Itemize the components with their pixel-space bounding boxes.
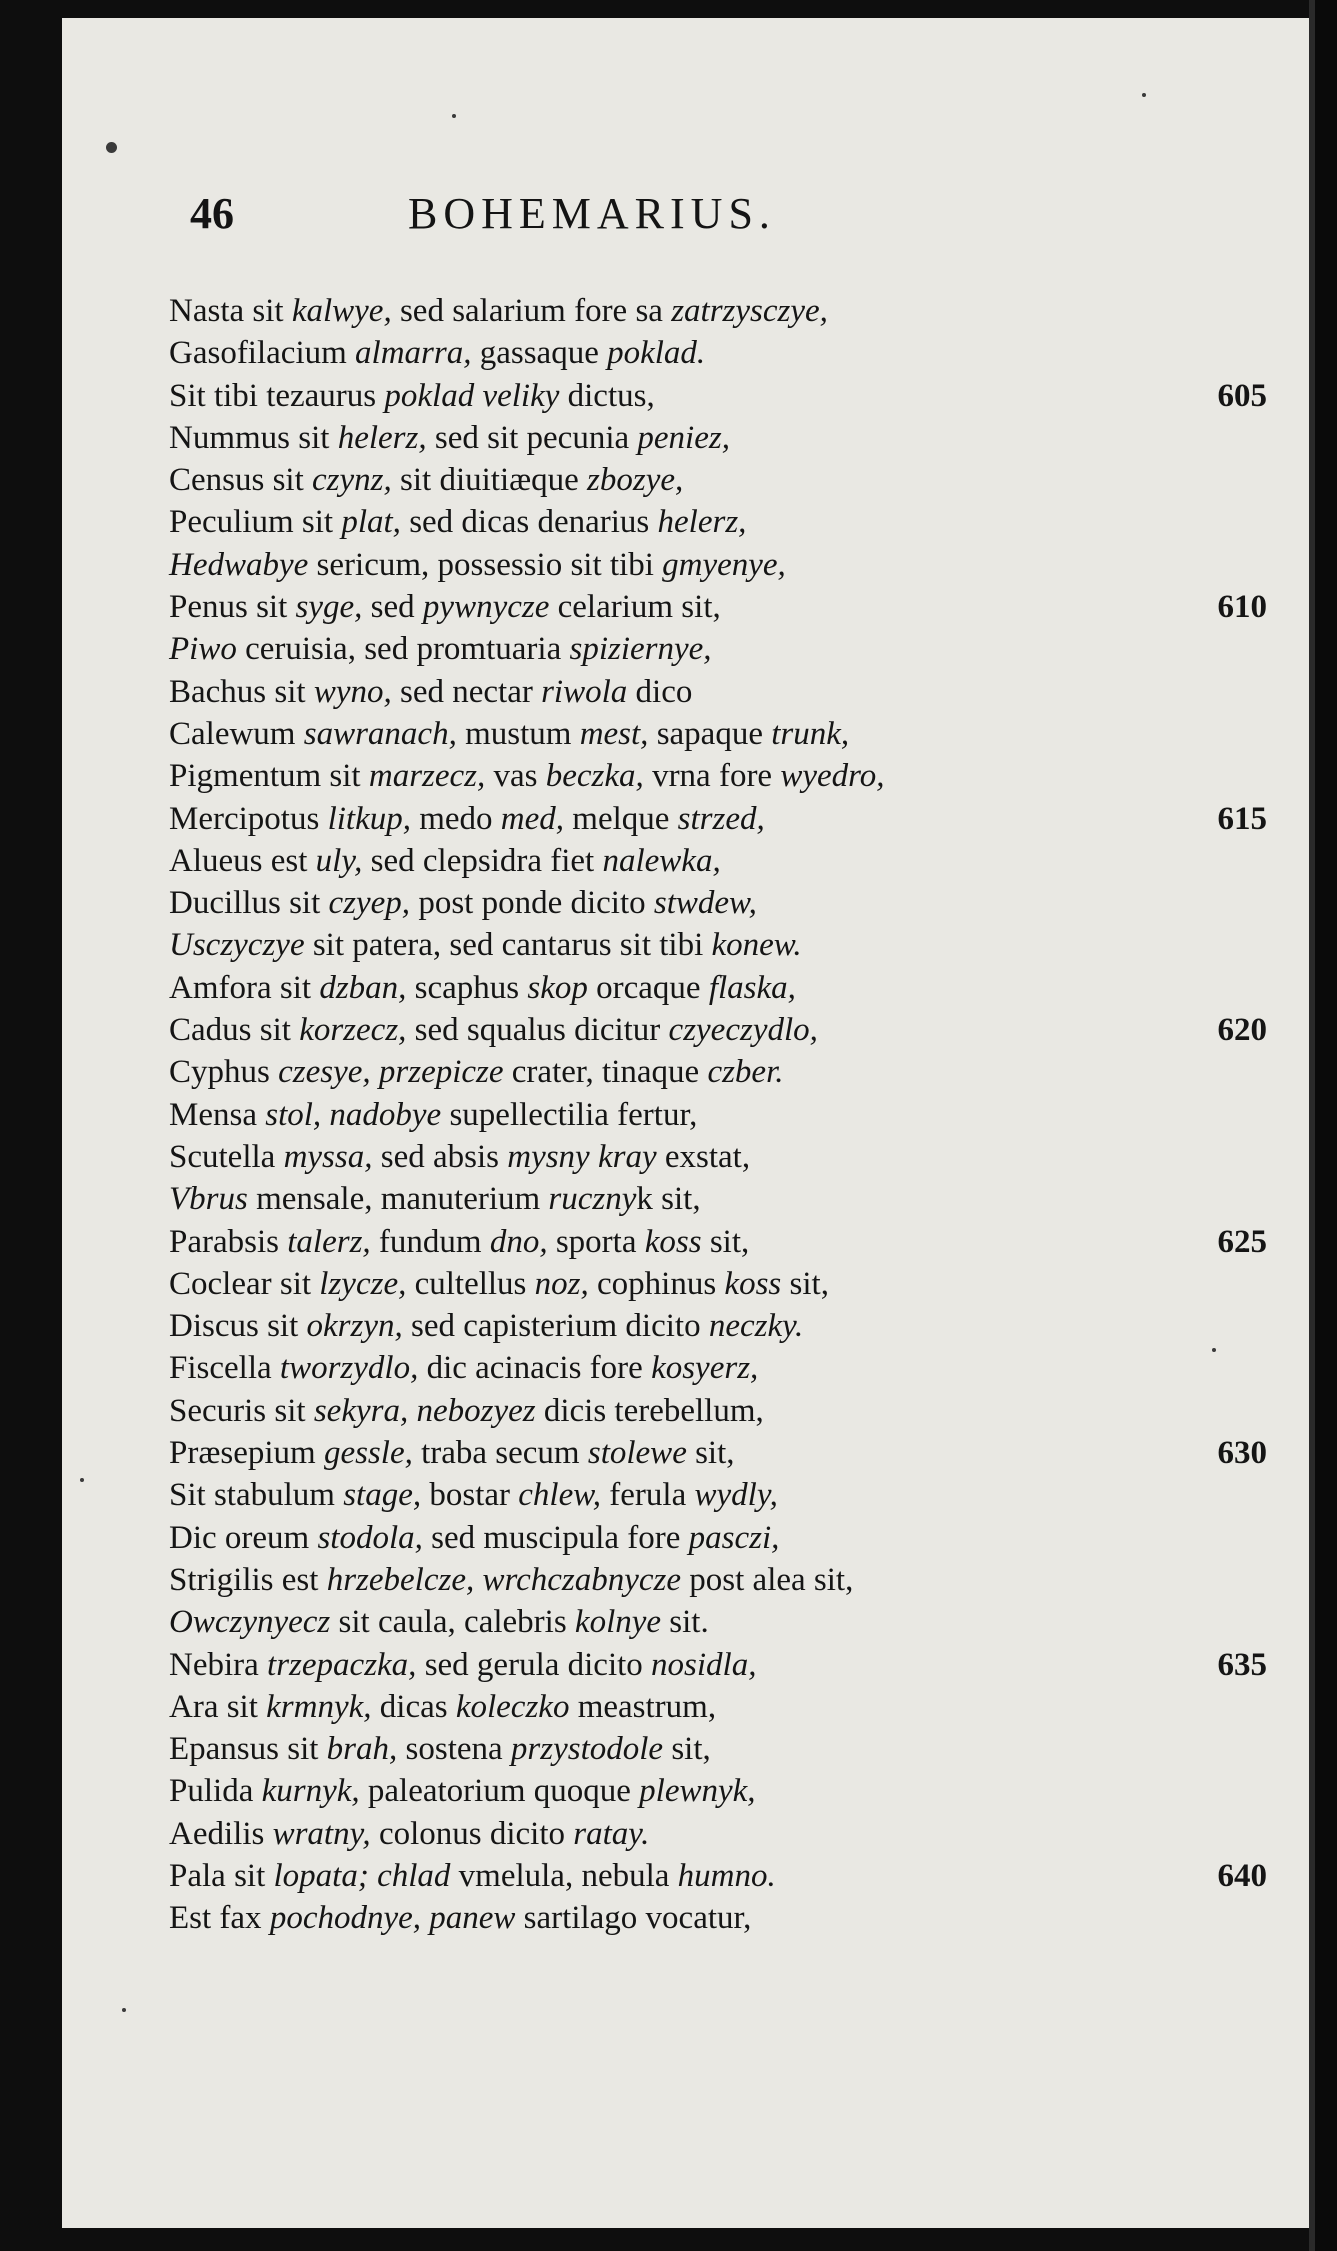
verse-text xyxy=(169,544,786,586)
vernacular-term: mest, xyxy=(579,715,649,752)
verse-text xyxy=(169,1813,649,1855)
line-number: 635 xyxy=(1217,1646,1267,1683)
latin-text: gassaque xyxy=(471,335,608,372)
verse-text xyxy=(169,1263,829,1305)
latin-text: Pigmentum sit xyxy=(169,758,369,795)
verse-line xyxy=(169,1136,1267,1178)
vernacular-term: stwdew, xyxy=(653,885,757,922)
latin-text: paleatorium quoque xyxy=(359,1773,640,1810)
latin-text: orcaque xyxy=(587,969,709,1006)
verse-text xyxy=(169,1009,818,1051)
latin-text: supellectilia fertur, xyxy=(441,1096,698,1133)
latin-text: post ponde dicito xyxy=(410,885,654,922)
latin-text: Cadus sit xyxy=(169,1012,300,1049)
vernacular-term: czesye, przepicze xyxy=(278,1054,504,1091)
verse-line xyxy=(169,1728,1267,1770)
vernacular-term: czber. xyxy=(707,1054,784,1091)
latin-text: post alea sit, xyxy=(681,1561,854,1598)
verse-line xyxy=(169,1305,1267,1347)
book-page xyxy=(62,18,1320,2228)
vernacular-term: kalwye, xyxy=(291,293,392,329)
latin-text: sit. xyxy=(661,1604,709,1641)
verse-line xyxy=(169,1770,1267,1812)
latin-text: dic acinacis fore xyxy=(418,1350,652,1387)
latin-text: ceruisia, sed promtuaria xyxy=(236,631,570,668)
vernacular-term: koss xyxy=(644,1223,702,1260)
latin-text: sed nectar xyxy=(391,673,542,710)
vernacular-term: gmyenye, xyxy=(662,546,786,583)
latin-text: medo xyxy=(410,800,501,837)
verse-line xyxy=(169,1517,1267,1559)
verse-text xyxy=(169,1770,756,1812)
vernacular-term: ruczny xyxy=(548,1181,637,1218)
vernacular-term: sekyra, nebozyez xyxy=(313,1392,536,1429)
verse-line xyxy=(169,882,1267,924)
verse-text xyxy=(169,1559,853,1601)
vernacular-term: pywnycze xyxy=(422,589,550,626)
latin-text: Est fax xyxy=(169,1900,270,1937)
vernacular-term: konew. xyxy=(711,927,802,964)
vernacular-term: almarra, xyxy=(355,335,472,372)
verse-text xyxy=(169,1686,716,1728)
verse-line xyxy=(169,1601,1267,1643)
verse-text xyxy=(169,1855,776,1897)
latin-text: sed capisterium dicito xyxy=(402,1308,709,1345)
latin-text: Penus sit xyxy=(169,589,296,626)
line-number: 605 xyxy=(1217,377,1267,414)
verse-line xyxy=(169,1094,1267,1136)
verse-text xyxy=(169,755,885,797)
ink-speck xyxy=(1142,93,1146,97)
vernacular-term: Owczynyecz xyxy=(169,1604,331,1641)
latin-text: fundum xyxy=(370,1223,490,1260)
verse-text xyxy=(169,1517,779,1559)
latin-text: sed absis xyxy=(372,1138,508,1175)
verse-block xyxy=(169,290,1267,1940)
verse-line xyxy=(169,967,1267,1009)
latin-text: sit diuitiæque xyxy=(391,462,588,499)
latin-text: dico xyxy=(627,673,693,710)
vernacular-term: czyep, xyxy=(328,885,411,922)
verse-text xyxy=(169,1094,697,1136)
verse-text xyxy=(169,882,757,924)
vernacular-term: humno. xyxy=(677,1857,776,1894)
latin-text: vmelula, nebula xyxy=(450,1857,678,1894)
latin-text: Fiscella xyxy=(169,1350,280,1387)
vernacular-term: trunk, xyxy=(771,715,850,752)
latin-text: Discus sit xyxy=(169,1308,307,1345)
latin-text: bostar xyxy=(421,1477,519,1514)
latin-text: Cyphus xyxy=(169,1054,279,1091)
vernacular-term: korzecz, xyxy=(299,1012,407,1049)
verse-text xyxy=(169,501,746,543)
latin-text: Nasta sit xyxy=(169,293,292,329)
vernacular-term: skop xyxy=(527,969,588,1006)
vernacular-term: litkup, xyxy=(327,800,411,837)
vernacular-term: krmnyk, xyxy=(266,1688,372,1725)
verse-line xyxy=(169,375,1267,417)
vernacular-term: helerz, xyxy=(337,419,427,456)
vernacular-term: lzycze, xyxy=(319,1265,407,1302)
verse-line xyxy=(169,332,1267,374)
line-number: 640 xyxy=(1217,1857,1267,1894)
verse-line xyxy=(169,1897,1267,1939)
vernacular-term: mysny kray xyxy=(507,1138,657,1175)
vernacular-term: beczka, xyxy=(545,758,644,795)
verse-line xyxy=(169,1559,1267,1601)
verse-text xyxy=(169,628,712,670)
latin-text: Mensa xyxy=(169,1096,266,1133)
line-number: 630 xyxy=(1217,1435,1267,1472)
latin-text: crater, tinaque xyxy=(503,1054,708,1091)
latin-text: meastrum, xyxy=(569,1688,717,1725)
latin-text: Securis sit xyxy=(169,1392,314,1429)
vernacular-term: koleczko xyxy=(455,1688,570,1725)
latin-text: exstat, xyxy=(656,1138,751,1175)
latin-text: ferula xyxy=(601,1477,695,1514)
vernacular-term: strzed, xyxy=(677,800,765,837)
latin-text: sit caula, calebris xyxy=(330,1604,575,1641)
vernacular-term: dno, xyxy=(489,1223,548,1260)
verse-line xyxy=(169,1644,1267,1686)
latin-text: Pulida xyxy=(169,1773,262,1810)
verse-text xyxy=(169,840,721,882)
vernacular-term: nosidla, xyxy=(651,1646,757,1683)
verse-text xyxy=(169,924,802,966)
verse-text xyxy=(169,1390,764,1432)
vernacular-term: neczky. xyxy=(708,1308,804,1345)
vernacular-term: talerz, xyxy=(287,1223,371,1260)
latin-text: sit, xyxy=(701,1223,750,1260)
verse-line xyxy=(169,1009,1267,1051)
verse-text xyxy=(169,1347,758,1389)
verse-line xyxy=(169,1686,1267,1728)
vernacular-term: gessle, xyxy=(323,1435,413,1472)
vernacular-term: ratay. xyxy=(573,1815,650,1852)
latin-text: Amfora sit xyxy=(169,969,320,1006)
page-header xyxy=(190,188,990,258)
latin-text: Præsepium xyxy=(169,1435,324,1472)
latin-text: Bachus sit xyxy=(169,673,314,710)
vernacular-term: stage, xyxy=(343,1477,422,1514)
vernacular-term: wyedro, xyxy=(780,758,885,795)
latin-text: Scutella xyxy=(169,1138,284,1175)
vernacular-term: stol, nadobye xyxy=(265,1096,442,1133)
latin-text: sed muscipula fore xyxy=(422,1519,689,1556)
verse-line xyxy=(169,713,1267,755)
vernacular-term: hrzebelcze, wrchczabnycze xyxy=(326,1561,682,1598)
vernacular-term: marzecz, xyxy=(368,758,486,795)
vernacular-term: kolnye xyxy=(574,1604,662,1641)
verse-text xyxy=(169,1136,750,1178)
vernacular-term: trzepaczka, xyxy=(267,1646,417,1683)
vernacular-term: myssa, xyxy=(283,1138,373,1175)
verse-line xyxy=(169,586,1267,628)
latin-text: Nebira xyxy=(169,1646,268,1683)
page-number: 46 xyxy=(190,189,234,238)
latin-text: sed sit pecunia xyxy=(426,419,638,456)
verse-text xyxy=(169,1305,803,1347)
latin-text: Census sit xyxy=(169,462,313,499)
latin-text: sed dicas denarius xyxy=(400,504,658,541)
verse-line xyxy=(169,459,1267,501)
vernacular-term: plewnyk, xyxy=(639,1773,756,1810)
latin-text: sit, xyxy=(686,1435,735,1472)
vernacular-term: Vbrus xyxy=(169,1181,248,1218)
vernacular-term: spiziernye, xyxy=(569,631,712,668)
latin-text xyxy=(369,1858,377,1894)
verse-line xyxy=(169,840,1267,882)
line-number: 620 xyxy=(1217,1012,1267,1049)
verse-text xyxy=(169,713,849,755)
latin-text: vrna fore xyxy=(643,758,781,795)
vernacular-term: peniez, xyxy=(637,419,730,456)
latin-text: cophinus xyxy=(588,1265,725,1302)
latin-text: sericum, possessio sit tibi xyxy=(308,546,663,583)
latin-text: Gasofilacium xyxy=(169,335,356,372)
verse-text xyxy=(169,1601,709,1643)
verse-text xyxy=(169,1178,701,1220)
verse-text xyxy=(169,1432,735,1474)
latin-text: Ducillus sit xyxy=(169,885,329,922)
vernacular-term: czyeczydlo, xyxy=(668,1012,818,1049)
verse-text xyxy=(169,1474,778,1516)
latin-text: sartilago vocatur, xyxy=(515,1900,752,1937)
vernacular-term: brah, xyxy=(326,1731,398,1768)
verse-text xyxy=(169,798,765,840)
vernacular-term: zatrzysczye, xyxy=(671,293,828,329)
vernacular-term: plat, xyxy=(341,504,401,541)
vernacular-term: stodola, xyxy=(317,1519,423,1556)
vernacular-term: stolewe xyxy=(587,1435,687,1472)
vernacular-term: dzban, xyxy=(319,969,407,1006)
verse-text xyxy=(169,967,796,1009)
latin-text: sit, xyxy=(663,1731,711,1768)
latin-text: mustum xyxy=(456,715,580,752)
vernacular-term: poklad veliky xyxy=(384,377,560,414)
vernacular-term: tworzydlo, xyxy=(279,1350,419,1387)
vernacular-term: flaska, xyxy=(708,969,796,1006)
verse-line xyxy=(169,417,1267,459)
latin-text: cultellus xyxy=(406,1265,535,1302)
latin-text: sporta xyxy=(547,1223,645,1260)
running-head: BOHEMARIUS. xyxy=(408,189,776,238)
verse-line xyxy=(169,1474,1267,1516)
vernacular-term: wydly, xyxy=(694,1477,778,1514)
latin-text: melque xyxy=(564,800,678,837)
latin-text: dicas xyxy=(371,1688,456,1725)
verse-line xyxy=(169,544,1267,586)
vernacular-term: med, xyxy=(500,800,565,837)
line-number: 610 xyxy=(1217,589,1267,626)
verse-line xyxy=(169,1221,1267,1263)
verse-line xyxy=(169,628,1267,670)
vernacular-term: przystodole xyxy=(510,1731,664,1768)
vernacular-term: pasczi, xyxy=(688,1519,780,1556)
vernacular-term: Piwo xyxy=(169,631,237,668)
latin-text: Parabsis xyxy=(169,1223,288,1260)
vernacular-term: Usczyczye xyxy=(169,927,305,964)
latin-text: Epansus sit xyxy=(169,1731,327,1768)
verse-line xyxy=(169,1432,1267,1474)
latin-text: Coclear sit xyxy=(169,1265,320,1302)
vernacular-term: koss xyxy=(724,1265,782,1302)
latin-text: mensale, manuterium xyxy=(247,1181,549,1218)
vernacular-term: wratny, xyxy=(272,1815,371,1852)
vernacular-term: sawranach, xyxy=(303,715,457,752)
latin-text: traba secum xyxy=(412,1435,588,1472)
ink-speck xyxy=(80,1478,84,1482)
verse-line xyxy=(169,924,1267,966)
verse-line xyxy=(169,798,1267,840)
verse-line xyxy=(169,1178,1267,1220)
verse-text xyxy=(169,459,683,501)
verse-line xyxy=(169,501,1267,543)
latin-text: celarium sit, xyxy=(549,589,721,626)
verse-line xyxy=(169,1390,1267,1432)
latin-text: Ara sit xyxy=(169,1688,267,1725)
latin-text: Pala sit xyxy=(169,1857,274,1894)
verse-text xyxy=(169,1221,749,1263)
verse-text xyxy=(169,290,828,332)
vernacular-term: riwola xyxy=(541,673,628,710)
line-number: 625 xyxy=(1217,1223,1267,1260)
verse-line xyxy=(169,1051,1267,1093)
latin-text: vas xyxy=(485,758,546,795)
latin-text: Dic oreum xyxy=(169,1519,318,1556)
latin-text: Mercipotus xyxy=(169,800,328,837)
vernacular-term: noz, xyxy=(534,1265,589,1302)
vernacular-term: kurnyk, xyxy=(261,1773,360,1810)
verse-line xyxy=(169,671,1267,713)
latin-text: sed gerula dicito xyxy=(416,1646,652,1683)
verse-text xyxy=(169,671,692,713)
vernacular-term: wyno, xyxy=(313,673,392,710)
vernacular-term: poklad. xyxy=(607,335,706,372)
vernacular-term: czynz, xyxy=(312,462,392,499)
verse-text xyxy=(169,1644,756,1686)
verse-line xyxy=(169,755,1267,797)
vernacular-term: uly, xyxy=(315,842,363,879)
vernacular-term: nalewka, xyxy=(602,842,721,879)
latin-text: sed squalus dicitur xyxy=(406,1012,669,1049)
latin-text: Strigilis est xyxy=(169,1561,327,1598)
vernacular-term: pochodnye, panew xyxy=(269,1900,516,1937)
latin-text: sapaque xyxy=(648,715,772,752)
verse-line xyxy=(169,290,1267,332)
latin-text: sed xyxy=(362,589,423,626)
vernacular-term: syge, xyxy=(295,589,363,626)
verse-text xyxy=(169,1728,711,1770)
latin-text: Peculium sit xyxy=(169,504,342,541)
verse-line xyxy=(169,1263,1267,1305)
ink-speck xyxy=(122,2008,126,2012)
ink-speck xyxy=(452,114,456,118)
vernacular-term: zbozye, xyxy=(587,462,684,499)
vernacular-term: kosyerz, xyxy=(651,1350,759,1387)
latin-text: Alueus est xyxy=(169,842,316,879)
latin-text: k sit, xyxy=(636,1181,701,1218)
latin-text: dictus, xyxy=(559,377,655,414)
ink-speck xyxy=(106,142,117,153)
latin-text: colonus dicito xyxy=(370,1815,574,1852)
scan-border xyxy=(1315,0,1337,2251)
latin-text: sit, xyxy=(781,1265,829,1302)
verse-text xyxy=(169,1051,784,1093)
vernacular-term: lopata; xyxy=(273,1857,369,1894)
latin-text: scaphus xyxy=(406,969,528,1006)
verse-text xyxy=(169,1897,751,1939)
latin-text: sed clepsidra fiet xyxy=(362,842,603,879)
latin-text: sit patera, sed cantarus sit tibi xyxy=(304,927,712,964)
vernacular-term: okrzyn, xyxy=(306,1308,403,1345)
verse-line xyxy=(169,1347,1267,1389)
verse-text xyxy=(169,332,705,374)
latin-text: sed salarium fore sa xyxy=(391,293,672,329)
vernacular-term: helerz, xyxy=(657,504,747,541)
verse-text xyxy=(169,417,730,459)
vernacular-term: chlad xyxy=(377,1857,451,1894)
verse-line xyxy=(169,1855,1267,1897)
vernacular-term: chlew, xyxy=(518,1477,602,1514)
latin-text: Calewum xyxy=(169,715,304,752)
vernacular-term: Hedwabye xyxy=(169,546,309,583)
latin-text: dicis terebellum, xyxy=(535,1392,764,1429)
latin-text: Nummus sit xyxy=(169,419,338,456)
latin-text: Sit stabulum xyxy=(169,1477,344,1514)
verse-text xyxy=(169,586,721,628)
verse-line xyxy=(169,1813,1267,1855)
line-number: 615 xyxy=(1217,800,1267,837)
latin-text: Aedilis xyxy=(169,1815,273,1852)
latin-text: Sit tibi tezaurus xyxy=(169,377,385,414)
latin-text: sostena xyxy=(397,1731,511,1768)
verse-text xyxy=(169,375,655,417)
